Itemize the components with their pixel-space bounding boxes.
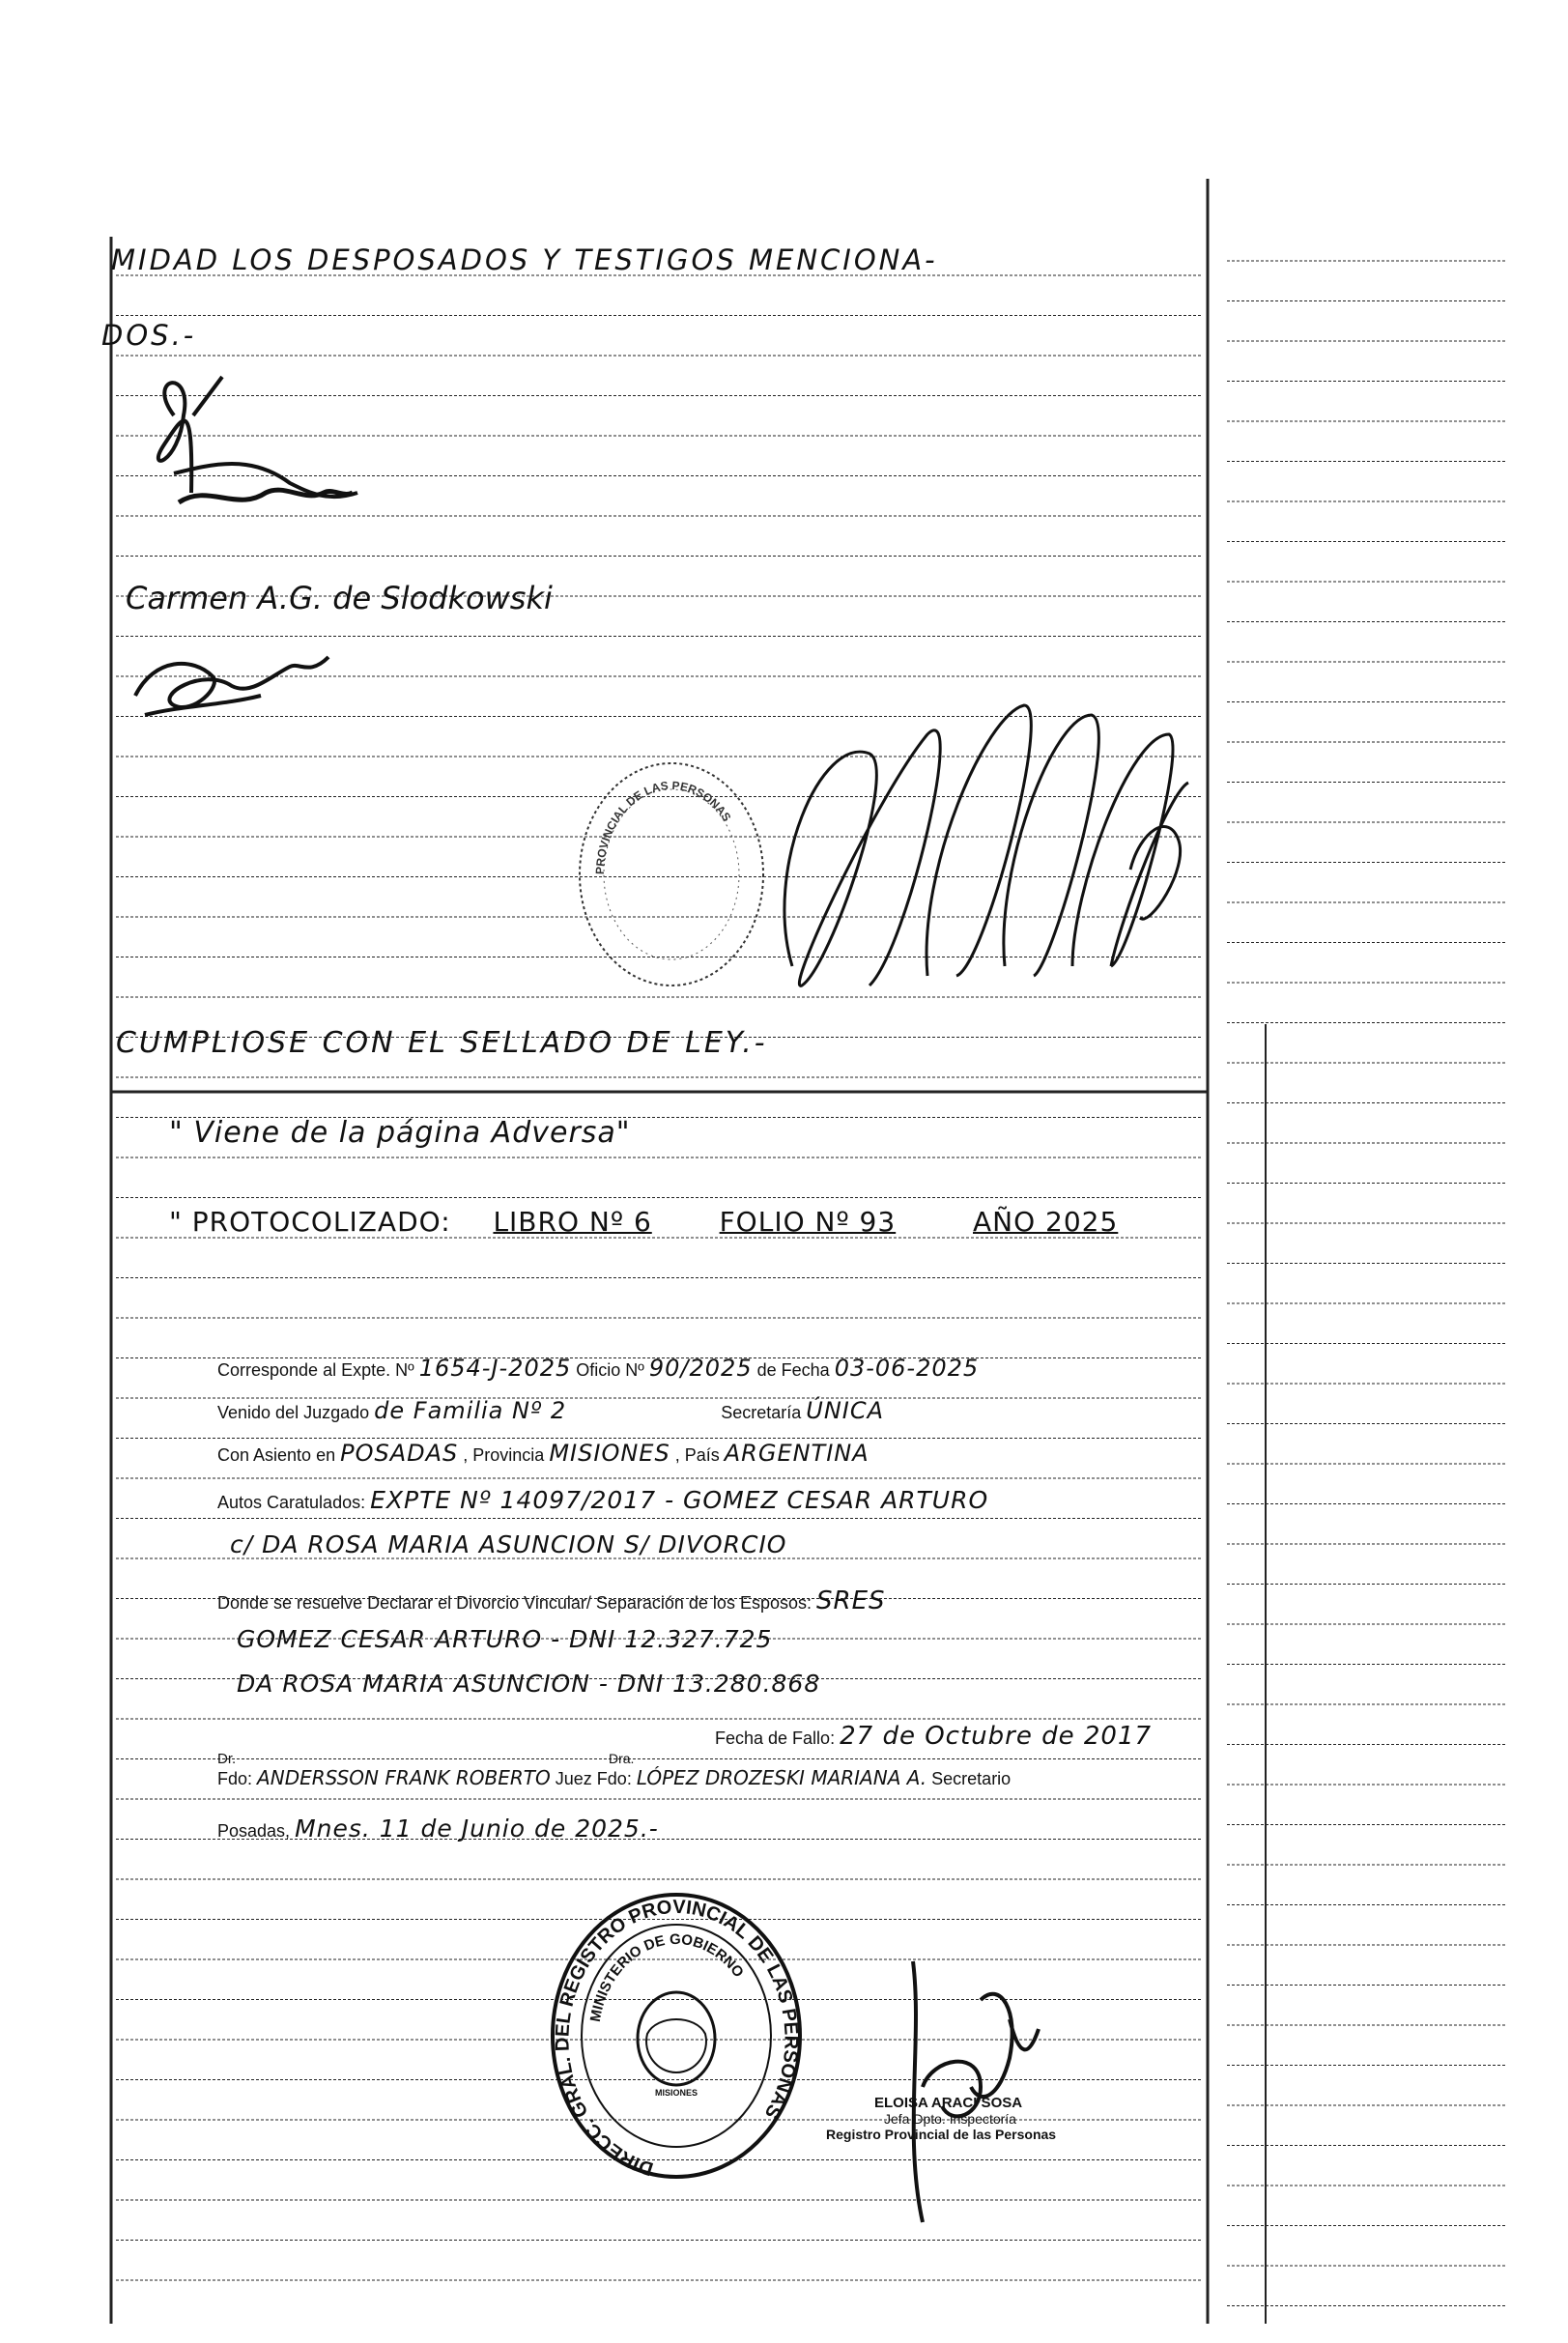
witness-signature: Carmen A.G. de Slodkowski <box>126 580 553 616</box>
form-row-autos <box>217 1486 988 1514</box>
asiento-value: POSADAS <box>340 1440 459 1467</box>
protocol-line <box>169 1206 1118 1238</box>
oficio-label: Oficio Nº <box>576 1360 644 1380</box>
juzgado-value: de Familia Nº 2 <box>374 1397 567 1424</box>
groom-signature <box>135 357 406 551</box>
stamp-office: Registro Provincial de las Personas <box>826 2127 1057 2142</box>
resuelve-value: SRES <box>816 1586 886 1615</box>
form-row-resuelve <box>217 1586 886 1615</box>
official-signature <box>763 676 1227 1005</box>
juez-label: Juez <box>555 1769 592 1788</box>
fallo-label: Fecha de Fallo: <box>715 1729 836 1748</box>
secretaria-value: ÚNICA <box>806 1397 885 1424</box>
stamp-title: Jefa Dpto. Inspectoría <box>884 2111 1016 2127</box>
protocol-folio: FOLIO Nº 93 <box>719 1206 897 1238</box>
stamp-name: ELOISA ARACI SOSA <box>874 2095 1023 2111</box>
fecha-label: de Fecha <box>756 1360 830 1380</box>
form-row-juez <box>217 1766 1011 1789</box>
provincia-value: MISIONES <box>549 1440 670 1467</box>
autos-label: Autos Caratulados: <box>217 1493 366 1512</box>
small-seal <box>575 758 768 990</box>
fallo-value: 27 de Octubre de 2017 <box>840 1722 1153 1751</box>
pais-value: ARGENTINA <box>724 1440 870 1467</box>
form-row-juez-prefix <box>217 1751 236 1767</box>
esposo-2: DA ROSA MARIA ASUNCION - DNI 13.280.868 <box>237 1670 821 1698</box>
protocol-prefix: " PROTOCOLIZADO: <box>169 1206 451 1238</box>
viene-note: " Viene de la página Adversa" <box>169 1116 631 1150</box>
juez-fdo: Fdo: <box>217 1769 253 1788</box>
signature-stamp <box>826 2095 1135 2142</box>
eloisa-signature <box>874 1942 1068 2232</box>
handwritten-line-1: MIDAD LOS DESPOSADOS Y TESTIGOS MENCIONA- <box>111 243 938 276</box>
secretario-value: LÓPEZ DROZESKI MARIANA A. <box>636 1766 927 1789</box>
form-row-fallo <box>715 1722 1152 1751</box>
form-row-juzgado <box>217 1397 884 1424</box>
form-row-expte <box>217 1355 979 1382</box>
svg-text:PROVINCIAL DE LAS PERSONAS <box>593 779 733 874</box>
posadas-label: Posadas, <box>217 1821 291 1841</box>
posadas-value: Mnes. 11 de Junio de 2025.- <box>295 1814 659 1843</box>
official-seal <box>546 1889 807 2184</box>
official-seal-inner-text: MINISTERIO DE GOBIERNO <box>586 1930 747 2023</box>
autos-value-1: EXPTE Nº 14097/2017 - GOMEZ CESAR ARTURO <box>370 1486 989 1514</box>
asiento-label: Con Asiento en <box>217 1445 336 1465</box>
juez-prefix-dr: Dr. <box>217 1751 237 1767</box>
secretario-label: Secretario <box>931 1769 1012 1788</box>
juez-value: ANDERSSON FRANK ROBERTO <box>257 1766 551 1789</box>
dra-prefix: Dra. <box>609 1751 635 1766</box>
oficio-value: 90/2025 <box>648 1355 753 1382</box>
form-row-posadas <box>217 1814 659 1843</box>
pais-label: , País <box>674 1445 720 1465</box>
secretaria-label: Secretaría <box>721 1403 802 1422</box>
autos-value-2: c/ DA ROSA MARIA ASUNCION S/ DIVORCIO <box>230 1530 787 1558</box>
expte-value: 1654-J-2025 <box>418 1355 572 1382</box>
fecha-value: 03-06-2025 <box>834 1355 980 1382</box>
expte-label: Corresponde al Expte. Nº <box>217 1360 414 1380</box>
esposo-1: GOMEZ CESAR ARTURO - DNI 12.327.725 <box>237 1625 773 1653</box>
handwritten-line-2: DOS.- <box>101 319 197 352</box>
protocol-libro: LIBRO Nº 6 <box>493 1206 652 1238</box>
juzgado-label: Venido del Juzgado <box>217 1403 370 1422</box>
witness2-signature <box>116 638 348 734</box>
small-seal-text: PROVINCIAL DE LAS PERSONAS <box>592 778 734 875</box>
form-row-asiento <box>217 1440 870 1467</box>
secretario-fdo: Fdo: <box>596 1769 632 1788</box>
official-seal-center-text: MISIONES <box>654 2088 698 2098</box>
sellado-note: CUMPLIOSE CON EL SELLADO DE LEY.- <box>116 1026 768 1060</box>
protocol-anio: AÑO 2025 <box>973 1206 1119 1238</box>
official-seal-ring-text: DIRECC. GRAL. DEL REGISTRO PROVINCIAL DE LAS PERSONAS <box>552 1896 802 2180</box>
provincia-label: , Provincia <box>463 1445 545 1465</box>
resuelve-label: Donde se resuelve Declarar el Divorcio Vincular/ Separación de los Esposos: <box>217 1593 812 1613</box>
